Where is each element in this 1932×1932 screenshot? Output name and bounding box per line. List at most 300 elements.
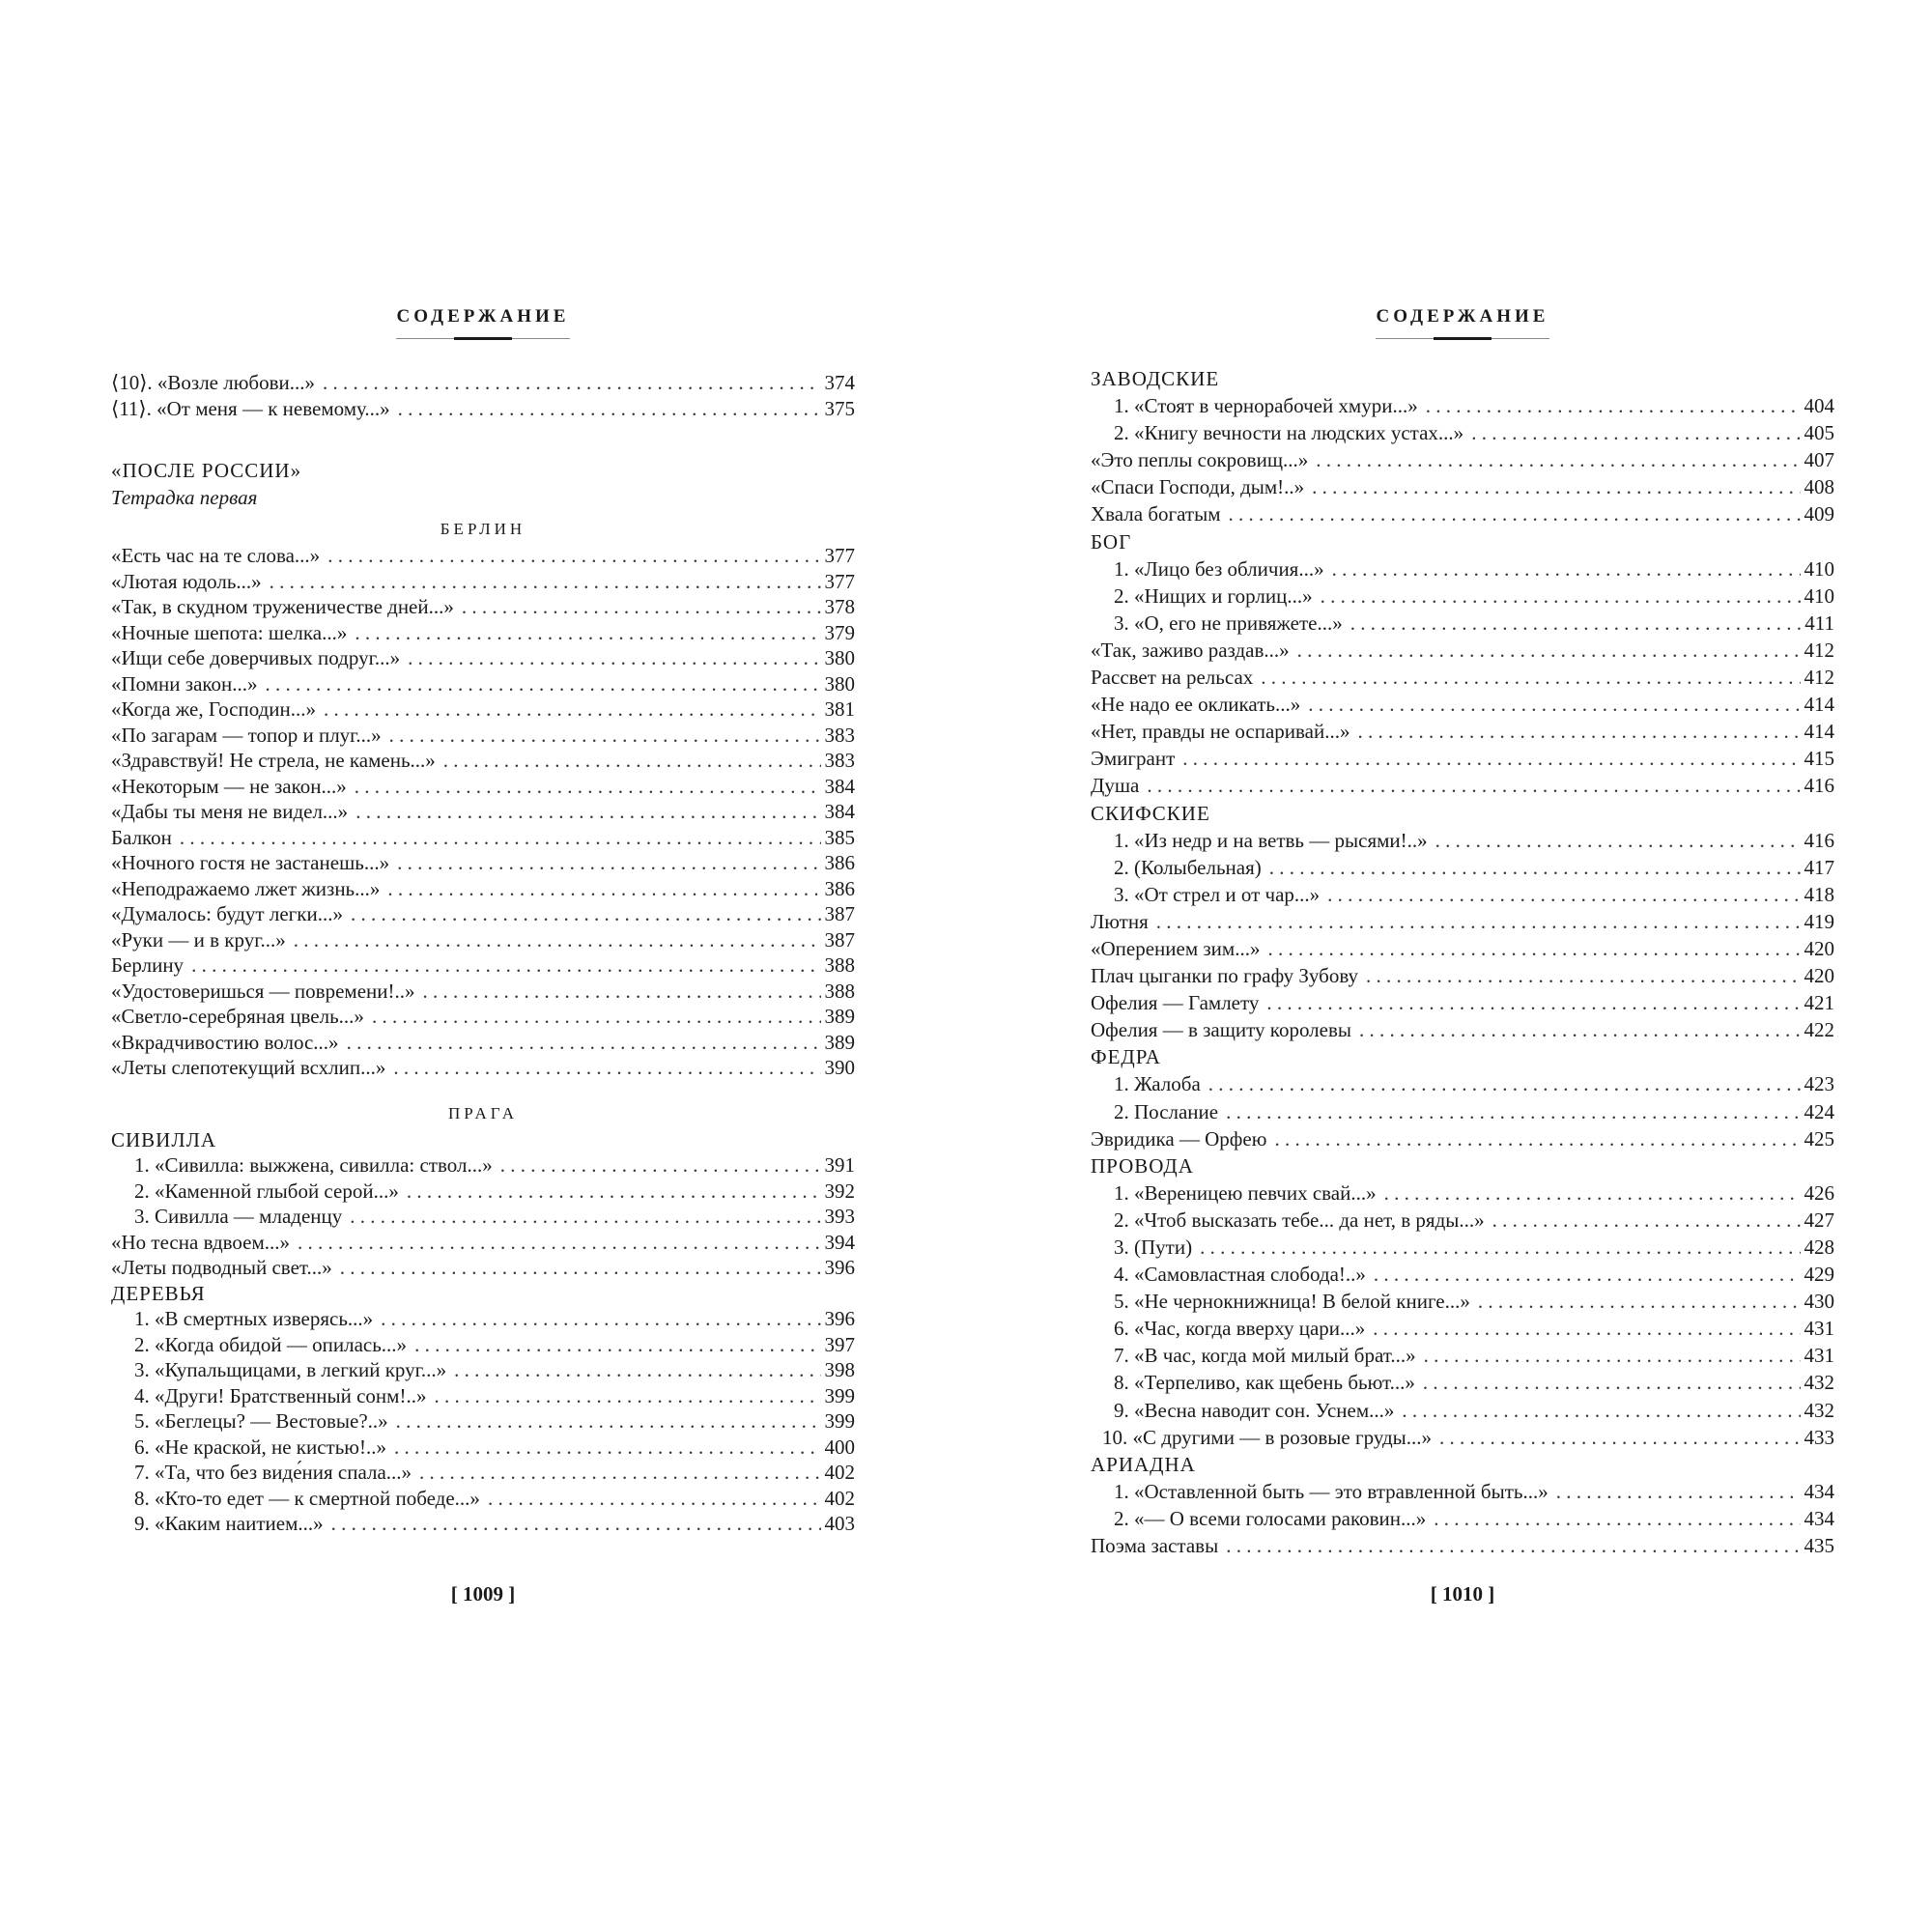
running-head: СОДЕРЖАНИЕ [1376, 306, 1549, 327]
dot-leader [1147, 774, 1800, 798]
toc-entry [1091, 1290, 1834, 1317]
entry-title: 2. «— О всеми голосами раковин...» [1114, 1506, 1427, 1530]
entry-title: 1. «Сивилла: выжжена, сивилла: ствол...» [134, 1153, 493, 1177]
entry-page-number: 375 [824, 396, 855, 420]
dot-leader [1316, 448, 1800, 472]
entry-page-number: 414 [1804, 693, 1834, 717]
dot-leader [393, 1056, 820, 1080]
entry-page-number: 405 [1804, 421, 1834, 445]
dot-leader [372, 1005, 821, 1029]
running-head: СОДЕРЖАНИЕ [396, 306, 570, 327]
dot-leader [443, 749, 821, 773]
dot-leader [1182, 747, 1800, 771]
dot-leader [1426, 394, 1801, 418]
entry-title: Лютня [1091, 909, 1149, 933]
toc-entry [111, 953, 855, 980]
trees-entries [111, 1307, 855, 1538]
entry-title: Эмигрант [1091, 747, 1176, 771]
entry-title: «Не надо ее окликать...» [1091, 693, 1301, 717]
entry-page-number: 387 [824, 902, 855, 925]
entry-title: Берлину [111, 953, 185, 977]
entry-page-number: 422 [1804, 1018, 1834, 1042]
toc-entry [1091, 502, 1834, 529]
dot-leader [1471, 421, 1800, 445]
dot-leader [434, 1384, 820, 1408]
entry-page-number: 417 [1804, 855, 1834, 879]
toc-entry [1091, 693, 1834, 720]
dot-leader [350, 1205, 820, 1229]
toc-entry [1091, 1181, 1834, 1208]
dot-leader [1556, 1480, 1801, 1504]
dot-leader [327, 544, 820, 568]
entry-page-number: 377 [824, 569, 855, 593]
toc-entry [1091, 1100, 1834, 1127]
entry-page-number: 386 [824, 876, 855, 900]
page-number: [ 1009 ] [450, 1582, 516, 1605]
entry-title: 2. «Книгу вечности на людских устах...» [1114, 421, 1464, 445]
cycle-heading: СКИФСКИЕ [1091, 801, 1210, 825]
dot-leader [414, 1333, 820, 1357]
toc-right [1091, 367, 1834, 1561]
entry-page-number: 389 [824, 1005, 855, 1028]
toc-entry [111, 544, 855, 570]
entry-title: 2. «Каменной глыбой серой...» [134, 1179, 399, 1203]
entry-title: 1. «Лицо без обличия...» [1114, 556, 1324, 581]
entry-title: 9. «Весна наводит сон. Уснем...» [1114, 1398, 1395, 1422]
entry-page-number: 383 [824, 723, 855, 747]
section-subtitle: Тетрадка первая [111, 486, 258, 509]
dot-leader [462, 595, 821, 619]
entry-title: «Это пеплы сокровищ...» [1091, 448, 1309, 472]
toc-entry [111, 980, 855, 1006]
entry-title: 5. «Беглецы? — Вестовые?..» [134, 1409, 388, 1433]
dot-leader [324, 697, 820, 722]
toc-entry [1091, 1507, 1834, 1534]
dot-leader [396, 1409, 821, 1434]
cycle-heading: ЗАВОДСКИЕ [1091, 367, 1220, 390]
dot-leader [1359, 1018, 1801, 1042]
section-title: «ПОСЛЕ РОССИИ» [111, 459, 302, 482]
toc-entry [111, 1307, 855, 1333]
toc-entry [1091, 611, 1834, 639]
entry-page-number: 404 [1804, 394, 1834, 418]
toc-entry [111, 724, 855, 750]
dot-leader [500, 1153, 821, 1178]
dot-leader [294, 928, 821, 952]
entry-page-number: 380 [824, 646, 855, 669]
toc-entry [1091, 774, 1834, 801]
entry-title: «Когда же, Господин...» [111, 697, 317, 721]
entry-title: «Здравствуй! Не стрела, не камень...» [111, 749, 436, 772]
toc-entry [111, 1461, 855, 1487]
entry-title: 5. «Не чернокнижница! В белой книге...» [1114, 1290, 1470, 1314]
city-heading-berlin: БЕРЛИН [440, 520, 526, 538]
entry-title: 8. «Кто-то едет — к смертной победе...» [134, 1486, 480, 1510]
toc-entry [1091, 639, 1834, 666]
dot-leader [1269, 856, 1801, 880]
head-rule [396, 338, 570, 339]
cycle-heading: ФЕДРА [1091, 1045, 1161, 1069]
entry-page-number: 394 [824, 1230, 855, 1254]
entry-page-number: 427 [1804, 1208, 1834, 1232]
toc-entry [111, 697, 855, 724]
toc-entry [1091, 1208, 1834, 1236]
toc-entry [1091, 1263, 1834, 1290]
dot-leader [355, 800, 820, 824]
entry-page-number: 432 [1804, 1398, 1834, 1422]
entry-page-number: 433 [1804, 1425, 1834, 1449]
dot-leader [408, 646, 820, 670]
dot-leader [1435, 829, 1801, 853]
prague-entries [111, 1231, 855, 1282]
dot-leader [381, 1307, 820, 1331]
dot-leader [1200, 1236, 1800, 1260]
entry-title: 3. «Купальщицами, в легкий круг...» [134, 1358, 447, 1381]
entry-page-number: 430 [1804, 1290, 1834, 1314]
toc-entry [1091, 584, 1834, 611]
dot-leader [419, 1461, 820, 1485]
entry-page-number: 403 [824, 1512, 855, 1535]
entry-title: «Спаси Господи, дым!..» [1091, 475, 1305, 499]
entry-page-number: 428 [1804, 1236, 1834, 1259]
entry-page-number: 374 [824, 371, 855, 394]
toc-entry [111, 1231, 855, 1257]
entry-title: 3. (Пути) [1114, 1236, 1193, 1259]
entry-title: 1. Жалоба [1114, 1072, 1201, 1096]
sibyl-entries [111, 1153, 855, 1231]
toc-entry [1091, 1399, 1834, 1426]
entry-page-number: 384 [824, 774, 855, 798]
toc-entry [1091, 1534, 1834, 1561]
entry-title: «Светло-серебряная цвель...» [111, 1005, 364, 1028]
entry-page-number: 385 [824, 825, 855, 849]
dot-leader [454, 1358, 820, 1382]
right-page [1091, 0, 1834, 1932]
entry-title: 4. «Други! Братственный сонм!..» [134, 1383, 427, 1407]
entry-title: 2. (Колыбельная) [1114, 855, 1262, 879]
entry-page-number: 416 [1804, 828, 1834, 852]
entry-page-number: 407 [1804, 448, 1834, 472]
dot-leader [1357, 720, 1800, 744]
toc-entry [111, 1153, 855, 1179]
dot-leader [407, 1179, 821, 1204]
dot-leader [397, 851, 820, 875]
toc-entry [111, 1384, 855, 1410]
dot-leader [1373, 1317, 1800, 1341]
dot-leader [1374, 1263, 1801, 1287]
dot-leader [1332, 557, 1801, 582]
entry-title: «Думалось: будут легки...» [111, 902, 343, 925]
toc-entry [1091, 856, 1834, 883]
entry-title: 1. «Из недр и на ветвь — рысями!..» [1114, 828, 1428, 852]
toc-entry [1091, 1072, 1834, 1099]
entry-page-number: 378 [824, 595, 855, 618]
toc-entry [111, 1031, 855, 1057]
dot-leader [1423, 1371, 1801, 1395]
entry-title: 7. «В час, когда мой милый брат...» [1114, 1344, 1416, 1368]
entry-page-number: 431 [1804, 1344, 1834, 1368]
entry-title: «Удостоверишься — повремени!..» [111, 979, 415, 1003]
toc-entry [111, 800, 855, 826]
entry-page-number: 412 [1804, 638, 1834, 662]
toc-entry [111, 1005, 855, 1031]
entry-page-number: 423 [1804, 1072, 1834, 1096]
entry-title: «Есть час на те слова...» [111, 544, 321, 567]
toc-entry [111, 397, 855, 423]
entry-title: «Нет, правды не оспаривай...» [1091, 720, 1350, 744]
entry-page-number: 426 [1804, 1180, 1834, 1205]
entry-title: Хвала богатым [1091, 502, 1221, 526]
toc-entry [1091, 475, 1834, 502]
dot-leader [1402, 1399, 1800, 1423]
entry-title: «Дабы ты меня не видел...» [111, 800, 349, 823]
entry-page-number: 377 [824, 544, 855, 567]
entry-page-number: 425 [1804, 1126, 1834, 1151]
dot-leader [1492, 1208, 1801, 1233]
entry-title: «Так, заживо раздав...» [1091, 638, 1290, 662]
toc-entry [111, 1205, 855, 1231]
toc-entry [111, 877, 855, 903]
toc-entry [1091, 964, 1834, 991]
entry-title: «Лютая юдоль...» [111, 569, 262, 593]
toc-entry [1091, 829, 1834, 856]
entry-page-number: 409 [1804, 502, 1834, 526]
entry-page-number: 411 [1804, 611, 1834, 635]
toc-entry [1091, 1426, 1834, 1453]
toc-entry [111, 902, 855, 928]
toc-entry [1091, 1236, 1834, 1263]
dot-leader [1266, 991, 1800, 1015]
entry-title: «Но тесна вдвоем...» [111, 1230, 291, 1254]
entry-page-number: 379 [824, 620, 855, 644]
dot-leader [323, 371, 821, 395]
dot-leader [1267, 937, 1800, 961]
entry-title: «Леты подводный свет...» [111, 1256, 332, 1279]
dot-leader [331, 1512, 821, 1536]
toc-entry [111, 646, 855, 672]
entry-title: Офелия — Гамлету [1091, 991, 1260, 1015]
dot-leader [394, 1435, 821, 1460]
dot-leader [1229, 502, 1801, 526]
entry-title: «Леты слепотекущий всхлип...» [111, 1056, 386, 1079]
toc-entry [111, 1358, 855, 1384]
dot-leader [1327, 883, 1800, 907]
berlin-entries [111, 544, 855, 1082]
toc-entry [1091, 1317, 1834, 1344]
dot-leader [1156, 910, 1801, 934]
dot-leader [180, 826, 821, 850]
entry-title: Рассвет на рельсах [1091, 666, 1254, 690]
toc-entry [111, 851, 855, 877]
dot-leader [1478, 1290, 1801, 1314]
dot-leader [1366, 964, 1800, 988]
entry-title: «Ночные шепота: шелка...» [111, 620, 348, 644]
cycle-heading: БОГ [1091, 529, 1132, 554]
dot-leader [351, 902, 821, 926]
toc-entry [111, 775, 855, 801]
entry-page-number: 393 [824, 1205, 855, 1228]
toc-entry [111, 621, 855, 647]
toc-entry [111, 1333, 855, 1359]
entry-page-number: 419 [1804, 909, 1834, 933]
entry-title: 8. «Терпеливо, как щебень бьют...» [1114, 1371, 1415, 1395]
top-entries [111, 371, 855, 422]
entry-page-number: 432 [1804, 1371, 1834, 1395]
entry-page-number: 381 [824, 697, 855, 721]
toc-entry [1091, 720, 1834, 747]
entry-page-number: 388 [824, 953, 855, 977]
dot-leader [387, 877, 820, 901]
dot-leader [355, 621, 820, 645]
toc-entry [111, 928, 855, 954]
entry-page-number: 389 [824, 1030, 855, 1054]
entry-page-number: 434 [1804, 1506, 1834, 1530]
toc-left [111, 371, 855, 1538]
entry-title: 4. «Самовластная слобода!..» [1114, 1263, 1366, 1287]
head-rule [1376, 338, 1549, 339]
entry-page-number: 435 [1804, 1534, 1834, 1558]
entry-title: 1. «Вереницею певчих свай...» [1114, 1180, 1377, 1205]
cycle-heading: ПРОВОДА [1091, 1153, 1194, 1178]
left-page [111, 0, 855, 1932]
entry-title: 7. «Та, что без виде́ния спала...» [134, 1461, 412, 1484]
entry-page-number: 398 [824, 1358, 855, 1381]
cycle-heading-trees: ДЕРЕВЬЯ [111, 1281, 206, 1305]
entry-title: Эвридика — Орфею [1091, 1126, 1267, 1151]
dot-leader [1439, 1426, 1800, 1450]
dot-leader [1208, 1072, 1801, 1096]
entry-title: «Ищи себе доверчивых подруг...» [111, 646, 401, 669]
entry-page-number: 399 [824, 1383, 855, 1407]
entry-title: 9. «Каким наитием...» [134, 1512, 324, 1535]
toc-entry [1091, 747, 1834, 774]
entry-title: 3. «О, его не привяжете...» [1114, 611, 1343, 635]
entry-page-number: 421 [1804, 991, 1834, 1015]
toc-entry [111, 1435, 855, 1462]
cycle-heading: АРИАДНА [1091, 1452, 1196, 1476]
entry-title: «Ночного гостя не застанешь...» [111, 851, 390, 874]
entry-title: «Руки — и в круг...» [111, 927, 286, 952]
entry-title: 10. «С другими — в розовые груды...» [1102, 1425, 1433, 1449]
entry-page-number: 391 [824, 1153, 855, 1177]
entry-page-number: 431 [1804, 1317, 1834, 1341]
toc-entry [111, 672, 855, 698]
entry-page-number: 390 [824, 1056, 855, 1079]
toc-entry [1091, 991, 1834, 1018]
entry-page-number: 399 [824, 1409, 855, 1433]
dot-leader [298, 1231, 820, 1255]
entry-page-number: 402 [824, 1486, 855, 1510]
toc-entry [111, 570, 855, 596]
dot-leader [1308, 693, 1800, 717]
entry-page-number: 392 [824, 1179, 855, 1203]
dot-leader [347, 1031, 821, 1055]
toc-entry [111, 749, 855, 775]
entry-title: «По загарам — топор и плуг...» [111, 723, 382, 747]
entry-page-number: 429 [1804, 1263, 1834, 1287]
entry-title: 6. «Час, когда вверху цари...» [1114, 1317, 1366, 1341]
entry-title: 1. «В смертных изверясь...» [134, 1307, 374, 1330]
entry-title: Душа [1091, 774, 1140, 798]
toc-entry [111, 371, 855, 397]
dot-leader [1350, 611, 1802, 636]
toc-entry [111, 826, 855, 852]
toc-entry [111, 595, 855, 621]
entry-title: Поэма заставы [1091, 1534, 1219, 1558]
entry-title: ⟨11⟩. «От меня — к невемому...» [111, 396, 390, 420]
cycle-heading-sibyl: СИВИЛЛА [111, 1127, 216, 1151]
entry-page-number: 420 [1804, 936, 1834, 960]
dot-leader [1226, 1534, 1800, 1558]
entry-page-number: 408 [1804, 475, 1834, 499]
dot-leader [398, 397, 821, 421]
toc-entry [1091, 666, 1834, 693]
toc-entry [1091, 394, 1834, 421]
entry-page-number: 415 [1804, 747, 1834, 771]
toc-entry [111, 1256, 855, 1282]
entry-page-number: 410 [1804, 556, 1834, 581]
entry-page-number: 412 [1804, 666, 1834, 690]
dot-leader [1297, 639, 1801, 663]
toc-entry [111, 1056, 855, 1082]
entry-title: 1. «Стоят в чернорабочей хмури...» [1114, 394, 1418, 418]
entry-page-number: 384 [824, 800, 855, 823]
dot-leader [1274, 1127, 1800, 1151]
entry-title: 3. «От стрел и от чар...» [1114, 882, 1321, 906]
entry-title: 1. «Оставленной быть — это втравленной быть...» [1114, 1479, 1548, 1503]
toc-entry [1091, 1018, 1834, 1045]
dot-leader [1312, 475, 1800, 499]
dot-leader [340, 1256, 821, 1280]
entry-page-number: 388 [824, 979, 855, 1003]
entry-title: 3. Сивилла — младенцу [134, 1205, 343, 1228]
dot-leader [1384, 1181, 1801, 1206]
entry-page-number: 396 [824, 1307, 855, 1330]
dot-leader [423, 980, 821, 1004]
entry-title: 6. «Не краской, не кистью!..» [134, 1435, 386, 1459]
entry-page-number: 434 [1804, 1479, 1834, 1503]
entry-title: 2. «Когда обидой — опилась...» [134, 1332, 408, 1356]
entry-page-number: 400 [824, 1435, 855, 1459]
entry-page-number: 383 [824, 749, 855, 772]
dot-leader [389, 724, 821, 748]
entry-title: ⟨10⟩. «Возле любови...» [111, 371, 315, 394]
toc-entry [1091, 883, 1834, 910]
entry-page-number: 386 [824, 851, 855, 874]
entry-page-number: 410 [1804, 583, 1834, 608]
entry-title: «Оперением зим...» [1091, 936, 1261, 960]
dot-leader [1226, 1100, 1800, 1124]
dot-leader [1261, 666, 1800, 690]
entry-title: 2. «Чтоб высказать тебе... да нет, в ряды...» [1114, 1208, 1485, 1232]
entry-title: Плач цыганки по графу Зубову [1091, 964, 1359, 988]
entry-page-number: 418 [1804, 882, 1834, 906]
dot-leader [1321, 584, 1801, 609]
entry-page-number: 380 [824, 671, 855, 696]
dot-leader [270, 570, 821, 594]
entry-title: «Помни закон...» [111, 671, 258, 696]
toc-entry [111, 1409, 855, 1435]
dot-leader [1434, 1507, 1800, 1531]
toc-entry [1091, 910, 1834, 937]
entry-page-number: 396 [824, 1256, 855, 1279]
toc-entry [111, 1512, 855, 1538]
entry-page-number: 414 [1804, 720, 1834, 744]
entry-page-number: 402 [824, 1461, 855, 1484]
entry-page-number: 416 [1804, 774, 1834, 798]
city-heading-prague: ПРАГА [447, 1103, 519, 1122]
entry-page-number: 397 [824, 1332, 855, 1356]
